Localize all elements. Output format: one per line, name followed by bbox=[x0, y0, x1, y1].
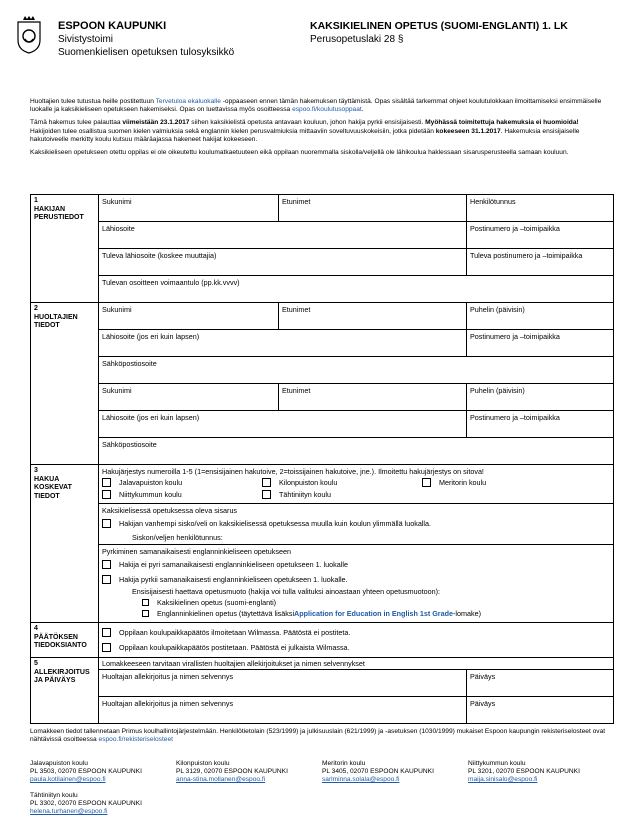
date2-field[interactable] bbox=[467, 697, 614, 724]
field-label: Tuleva lähiosoite (koskee muuttajia) bbox=[102, 251, 217, 260]
contact-school-name: Meritorin koulu bbox=[322, 760, 366, 767]
section-title: PÄÄTÖKSEN TIEDOKSIANTO bbox=[34, 633, 87, 650]
signature2-field[interactable] bbox=[99, 697, 467, 724]
signature-header: Lomakkeeseen tarvitaan virallisten huoltajien allekirjoitukset ja nimen selvennykset bbox=[99, 658, 614, 670]
bilingual-option-row[interactable] bbox=[102, 597, 610, 608]
organization-block bbox=[58, 20, 234, 59]
field-label: Huoltajan allekirjoitus ja nimen selvennys bbox=[102, 672, 234, 681]
field-label: Päiväys bbox=[470, 699, 496, 708]
field-label: Postinumero ja –toimipaikka bbox=[470, 413, 560, 422]
field-label: Huoltajan allekirjoitus ja nimen selvennys bbox=[102, 699, 234, 708]
contact-email-link[interactable]: maija.sinisalo@espoo.fi bbox=[468, 776, 538, 783]
ranking-instructions: Hakujärjestys numeroilla 1-5 (1=ensisijainen hakutoive, 2=toissijainen hakutoive, jne.). Ilmoitettu hakujärjestys on sitova! bbox=[102, 467, 484, 476]
school-name: Niittykummun koulu bbox=[119, 490, 182, 499]
field-label: Tulevan osoitteen voimaantulo (pp.kk.vvvv) bbox=[102, 278, 240, 287]
applying-row[interactable] bbox=[102, 574, 610, 585]
contact-school-name: Tähtiniityn koulu bbox=[30, 792, 78, 799]
post-label: Oppilaan koulupaikkapäätös postitetaan. Päätöstä ei julkaista Wilmassa. bbox=[119, 643, 350, 652]
applicant-surname-field[interactable] bbox=[99, 195, 279, 222]
field-label: Henkilötunnus bbox=[470, 197, 516, 206]
document-header bbox=[16, 16, 616, 64]
date1-field[interactable] bbox=[467, 670, 614, 697]
english-application-link[interactable]: Application for Education in English 1st Grade bbox=[294, 609, 453, 618]
field-label: Päiväys bbox=[470, 672, 496, 681]
signature1-field[interactable] bbox=[99, 670, 467, 697]
field-label: Lähiosoite (jos eri kuin lapsen) bbox=[102, 332, 200, 341]
english-header: Pyrkiminen samanaikaisesti englanninkieliseen opetukseen bbox=[102, 547, 291, 556]
contact-card bbox=[322, 760, 468, 784]
sibling-id-label: Siskon/veljen henkilötunnus: bbox=[132, 533, 223, 542]
guide-url-link[interactable]: espoo.fi/koulutusoppaat bbox=[292, 106, 362, 114]
org-unit: Suomenkielisen opetuksen tulosyksikkö bbox=[58, 47, 235, 58]
org-name: ESPOON KAUPUNKI bbox=[58, 20, 167, 32]
not-applying-row[interactable] bbox=[102, 559, 610, 570]
late-warning: Myöhässä toimitettuja hakemuksia ei huomioida! bbox=[425, 119, 579, 127]
section-title: HUOLTAJIEN TIEDOT bbox=[34, 313, 78, 330]
org-dept: Sivistystoimi bbox=[58, 34, 114, 45]
future-postal-field[interactable] bbox=[467, 249, 614, 276]
application-form bbox=[30, 194, 614, 724]
intro-paragraph-3: Kaksikieliseen opetukseen otettu oppilas ei ole oikeutettu koulumatkaetuuteen eikä oppilaan nuoremmalla siskolla/veljellä ole lähikoulua haklessaan sisarusperusteella samaan kouluun. bbox=[30, 149, 569, 157]
sibling-checkbox-label: Hakijan vanhempi sisko/veli on kaksikielisessä opetuksessa muulla kuin koulun ylimmällä luokalla. bbox=[119, 519, 432, 528]
document-subtitle: Perusopetuslaki 28 § bbox=[310, 34, 404, 45]
rank-box[interactable] bbox=[262, 478, 271, 487]
school-name: Jalavapuiston koulu bbox=[119, 478, 183, 487]
field-label: Etunimet bbox=[282, 386, 311, 395]
applying-checkbox[interactable] bbox=[102, 575, 111, 584]
guardian2-surname-field[interactable] bbox=[99, 384, 279, 411]
applying-label: Hakija pyrkii samanaikaisesti englanninkieliseen opetukseen 1. luokalle. bbox=[119, 575, 348, 584]
deadline-text: viimeistään 23.1.2017 bbox=[122, 119, 190, 127]
school-option[interactable] bbox=[102, 477, 262, 488]
espoo-crest-icon bbox=[16, 16, 42, 54]
school-option[interactable] bbox=[262, 489, 422, 500]
bilingual-checkbox[interactable] bbox=[142, 599, 149, 606]
guardian1-firstnames-field[interactable] bbox=[279, 303, 467, 330]
section-title: ALLEKIRJOITUS JA PÄIVÄYS bbox=[34, 668, 90, 685]
guardian2-address-field[interactable] bbox=[99, 411, 467, 438]
contact-address: PL 3503, 02070 ESPOON KAUPUNKI bbox=[30, 768, 142, 775]
intro-text bbox=[30, 98, 610, 162]
intro-p2-text-d: . Hakemuksia ensisijaiselle hakutoiveelle merkitty koulu kutsuu määräajassa hakeneet hakijat kokeeseen. bbox=[30, 127, 580, 143]
contact-email-link[interactable]: helena.turhanen@espoo.fi bbox=[30, 808, 108, 815]
rank-box[interactable] bbox=[262, 490, 271, 499]
not-applying-label: Hakija ei pyri samanaikaisesti englanninkieliseen opetukseen 1. luokalle bbox=[119, 560, 348, 569]
contact-school-name: Niittykummun koulu bbox=[468, 760, 526, 767]
contact-school-name: Jalavapuiston koulu bbox=[30, 760, 88, 767]
section-5-label bbox=[31, 658, 99, 724]
intro-p1-end: . bbox=[361, 106, 364, 114]
wilma-checkbox[interactable] bbox=[102, 628, 111, 637]
field-label: Postinumero ja –toimipaikka bbox=[470, 224, 560, 233]
section-title: HAKUA KOSKEVAT TIEDOT bbox=[34, 475, 72, 500]
rank-box[interactable] bbox=[102, 478, 111, 487]
not-applying-checkbox[interactable] bbox=[102, 560, 111, 569]
intro-p1-text-b: -oppaaseen ennen tämän hakemuksen täyttämistä. Opas sisältää tarkemmat ohjeet koulutulokkaan ilmoittamiseksi ensimmäiselle luokalle ja kaksikieliseen opetukseen hakemiseksi. Opas on luettavissa myös osoitteessa bbox=[30, 98, 602, 114]
section-number: 2 bbox=[34, 305, 38, 312]
english-label-a: Englanninkielinen opetus (täytettävä lisäksi bbox=[157, 609, 295, 618]
field-label: Sukunimi bbox=[102, 386, 132, 395]
address-effective-date-field[interactable] bbox=[99, 276, 614, 303]
bilingual-label: Kaksikielinen opetus (suomi-englanti) bbox=[157, 598, 277, 607]
post-checkbox[interactable] bbox=[102, 643, 111, 652]
exam-date: kokeeseen 31.1.2017 bbox=[435, 127, 501, 135]
school-name: Meritorin koulu bbox=[439, 478, 487, 487]
applicant-address-field[interactable] bbox=[99, 222, 467, 249]
contact-email-link[interactable]: paula.kotilainen@espoo.fi bbox=[30, 776, 106, 783]
contact-email-link[interactable]: sarlminna.solala@espoo.fi bbox=[322, 776, 400, 783]
section-number: 1 bbox=[34, 197, 38, 204]
sibling-checkbox[interactable] bbox=[102, 519, 111, 528]
decision-notice-block bbox=[99, 623, 614, 658]
school-name: Kilonpuiston koulu bbox=[279, 478, 338, 487]
intro-paragraph-1 bbox=[30, 98, 610, 114]
contact-address: PL 3129, 02070 ESPOON KAUPUNKI bbox=[176, 768, 288, 775]
contact-address: PL 3201, 02070 ESPOON KAUPUNKI bbox=[468, 768, 580, 775]
english-option-row[interactable] bbox=[102, 608, 610, 619]
wilma-row[interactable] bbox=[102, 627, 610, 638]
privacy-link[interactable]: espoo.fi/rekisteriselosteet bbox=[98, 736, 173, 743]
wilma-label: Oppilaan koulupaikkapäätös ilmoitetaan Wilmassa. Päätöstä ei postiteta. bbox=[119, 628, 351, 637]
guardian1-surname-field[interactable] bbox=[99, 303, 279, 330]
applicant-firstnames-field[interactable] bbox=[279, 195, 467, 222]
school-list bbox=[102, 477, 610, 500]
field-label: Lähiosoite bbox=[102, 224, 135, 233]
section-1-label bbox=[31, 195, 99, 303]
guide-link[interactable]: Tervetuloa ekaluokalle bbox=[155, 98, 221, 105]
intro-p2-text-a: Tämä hakemus tulee palauttaa bbox=[30, 119, 123, 127]
contact-school-name: Kilonpuiston koulu bbox=[176, 760, 230, 767]
contact-card bbox=[30, 792, 176, 816]
guardian1-address-field[interactable] bbox=[99, 330, 467, 357]
section-4-label bbox=[31, 623, 99, 658]
guardian2-phone-field[interactable] bbox=[467, 384, 614, 411]
contact-email-link[interactable]: anna-stina.mollanen@espoo.fi bbox=[176, 776, 266, 783]
sibling-block bbox=[99, 504, 614, 545]
privacy-note bbox=[30, 728, 615, 744]
document-title: KAKSIKIELINEN OPETUS (SUOMI-ENGLANTI) 1. LK bbox=[310, 20, 568, 32]
intro-paragraph-2 bbox=[30, 119, 610, 144]
sibling-header: Kaksikielisessä opetuksessa oleva sisarus bbox=[102, 506, 238, 515]
field-label: Sukunimi bbox=[102, 305, 132, 314]
field-label: Puhelin (päivisin) bbox=[470, 305, 525, 314]
field-label: Etunimet bbox=[282, 197, 311, 206]
section-number: 5 bbox=[34, 660, 38, 667]
applicant-postal-field[interactable] bbox=[467, 222, 614, 249]
contact-address: PL 3405, 02070 ESPOON KAUPUNKI bbox=[322, 768, 434, 775]
sibling-checkbox-row[interactable] bbox=[102, 518, 610, 529]
section-number: 4 bbox=[34, 625, 38, 632]
guardian2-firstnames-field[interactable] bbox=[279, 384, 467, 411]
school-name: Tähtiniityn koulu bbox=[279, 490, 331, 499]
rank-box[interactable] bbox=[102, 490, 111, 499]
section-number: 3 bbox=[34, 467, 38, 474]
field-label: Tuleva postinumero ja –toimipaikka bbox=[470, 251, 583, 260]
field-label: Sähköpostiosoite bbox=[102, 440, 157, 449]
guardian1-email-field[interactable] bbox=[99, 357, 614, 384]
school-ranking-block bbox=[99, 465, 614, 504]
intro-p1-text-a: Huoltajien tulee tutustua heille postitettuun bbox=[30, 98, 156, 105]
field-label: Lähiosoite (jos eri kuin lapsen) bbox=[102, 413, 200, 422]
field-label: Sukunimi bbox=[102, 197, 132, 206]
guardian2-postal-field[interactable] bbox=[467, 411, 614, 438]
field-label: Etunimet bbox=[282, 305, 311, 314]
english-checkbox[interactable] bbox=[142, 610, 149, 617]
field-label: Postinumero ja –toimipaikka bbox=[470, 332, 560, 341]
contact-card bbox=[468, 760, 614, 784]
future-address-field[interactable] bbox=[99, 249, 467, 276]
guardian2-email-field[interactable] bbox=[99, 438, 614, 465]
contact-card bbox=[176, 760, 322, 784]
school-option[interactable] bbox=[262, 477, 422, 488]
rank-box[interactable] bbox=[422, 478, 431, 487]
section-3-label bbox=[31, 465, 99, 623]
english-label-b: -lomake) bbox=[453, 609, 481, 618]
primary-choice-label: Ensisijaisesti haettava opetusmuoto (hakija voi tulla valituksi ainoastaan yhteen opetusmuotoon): bbox=[132, 587, 441, 596]
intro-p2-text-c: Hakijoiden tulee osallistua suomen kielen valmiuksia sekä englannin kielen perusvalmiuksia mittaaviin soveltuvuuskokeisiin, jotka pidetään bbox=[30, 127, 436, 135]
intro-p2-text-b: siihen kaksikielistä opetusta antavaan kouluun, johon hakija pyrkii ensisijaisesti. bbox=[189, 119, 426, 127]
school-contacts bbox=[30, 760, 615, 816]
post-row[interactable] bbox=[102, 642, 610, 653]
document-title-block bbox=[310, 20, 568, 46]
section-2-label bbox=[31, 303, 99, 465]
section-title: HAKIJAN PERUSTIEDOT bbox=[34, 205, 84, 222]
school-option[interactable] bbox=[422, 477, 582, 488]
field-label: Sähköpostiosoite bbox=[102, 359, 157, 368]
contact-card bbox=[30, 760, 176, 784]
guardian1-postal-field[interactable] bbox=[467, 330, 614, 357]
field-label: Puhelin (päivisin) bbox=[470, 386, 525, 395]
privacy-text: Lomakkeen tiedot tallennetaan Primus koulhallintojärjestelmään. Henkilötietolain (523/1999) ja julkisuuslain (621/1999) ja -asetuksen (1030/1999) mukaiset Espoon kaupungin rekisteriselosteet ovat nähtävissä osoitteessa bbox=[30, 728, 606, 743]
english-education-block bbox=[99, 545, 614, 623]
school-option[interactable] bbox=[102, 489, 262, 500]
guardian1-phone-field[interactable] bbox=[467, 303, 614, 330]
applicant-ssn-field[interactable] bbox=[467, 195, 614, 222]
contact-address: PL 3302, 02070 ESPOON KAUPUNKI bbox=[30, 800, 142, 807]
